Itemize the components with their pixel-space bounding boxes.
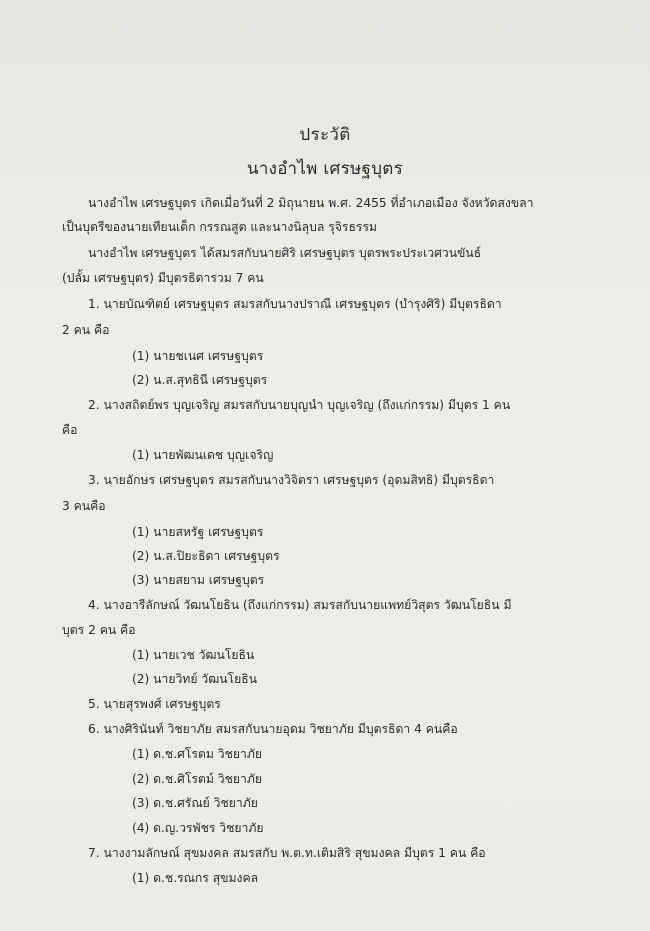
text-line: (1) นายเวช วัฒนโยธิน [132, 648, 255, 662]
text-line: 7. นางงามลักษณ์ สุขมงคล สมรสกับ พ.ต.ท.เติมสิริ สุขมงคล มีบุตร 1 คน คือ [88, 846, 486, 860]
text-line: คือ [62, 423, 78, 437]
text-line: (3) ด.ช.ศรัณย์ วิชยาภัย [132, 796, 258, 810]
text-line: (2) น.ส.สุทธินี เศรษฐบุตร [132, 373, 268, 387]
text-line: (2) น.ส.ปิยะธิดา เศรษฐบุตร [132, 549, 280, 563]
text-line: (2) ด.ช.ศิโรตม์ วิชยาภัย [132, 772, 262, 786]
text-line: (ปลั้ม เศรษฐบุตร) มีบุตรธิดารวม 7 คน [62, 271, 264, 285]
text-line: 1. นายบัณฑิตย์ เศรษฐบุตร สมรสกับนางปราณี เศรษฐบุตร (บำรุงศิริ) มีบุตรธิดา [88, 297, 502, 311]
text-line: 2. นางสถิตย์พร บุญเจริญ สมรสกับนายบุญนำ บุญเจริญ (ถึงแก่กรรม) มีบุตร 1 คน [88, 398, 511, 412]
text-line: 3 คนคือ [62, 499, 106, 513]
text-line: นางอำไพ เศรษฐบุตร ได้สมรสกับนายศิริ เศรษฐบุตร บุตรพระประเวศวนขันธ์ [88, 246, 482, 260]
text-line: 2 คน คือ [62, 323, 110, 337]
text-line: (1) ด.ช.ศโรตม วิชยาภัย [132, 747, 262, 761]
text-line: (1) นายพัฒนเดช บุญเจริญ [132, 448, 274, 462]
text-line: นางอำไพ เศรษฐบุตร เกิดเมื่อวันที่ 2 มิถุนายน พ.ศ. 2455 ที่อำเภอเมือง จังหวัดสงขลา [88, 196, 534, 210]
text-line: เป็นบุตรีของนายเทียนเต็ก กรรณสูต และนางนิลุบล รุจิรธรรม [62, 220, 378, 234]
text-line: บุตร 2 คน คือ [62, 623, 136, 637]
text-line: (1) ด.ช.รณกร สุขมงคล [132, 871, 259, 885]
text-line: 3. นายอักษร เศรษฐบุตร สมรสกับนางวิจิตรา เศรษฐบุตร (อุดมสิทธิ) มีบุตรธิดา [88, 473, 495, 487]
text-line: 5. นายสุรพงศ์ เศรษฐบุตร [88, 697, 221, 711]
text-line: (2) นายวิทย์ วัฒนโยธิน [132, 672, 257, 686]
text-line: (4) ด.ญ.วรพัชร วิชยาภัย [132, 821, 264, 835]
text-line: (3) นายสยาม เศรษฐบุตร [132, 573, 265, 587]
text-line: (1) นายชเนศ เศรษฐบุตร [132, 349, 264, 363]
page-subtitle: นางอำไพ เศรษฐบุตร [246, 159, 404, 179]
text-line: 6. นางศิรินันท์ วิชยาภัย สมรสกับนายอุดม วิชยาภัย มีบุตรธิดา 4 คนคือ [88, 722, 458, 736]
page-title: ประวัติ [299, 125, 351, 145]
text-line: (1) นายสหรัฐ เศรษฐบุตร [132, 525, 264, 539]
text-line: 4. นางอารีลักษณ์ วัฒนโยธิน (ถึงแก่กรรม) สมรสกับนายแพทย์วิสุตร วัฒนโยธิน มี [88, 598, 512, 612]
